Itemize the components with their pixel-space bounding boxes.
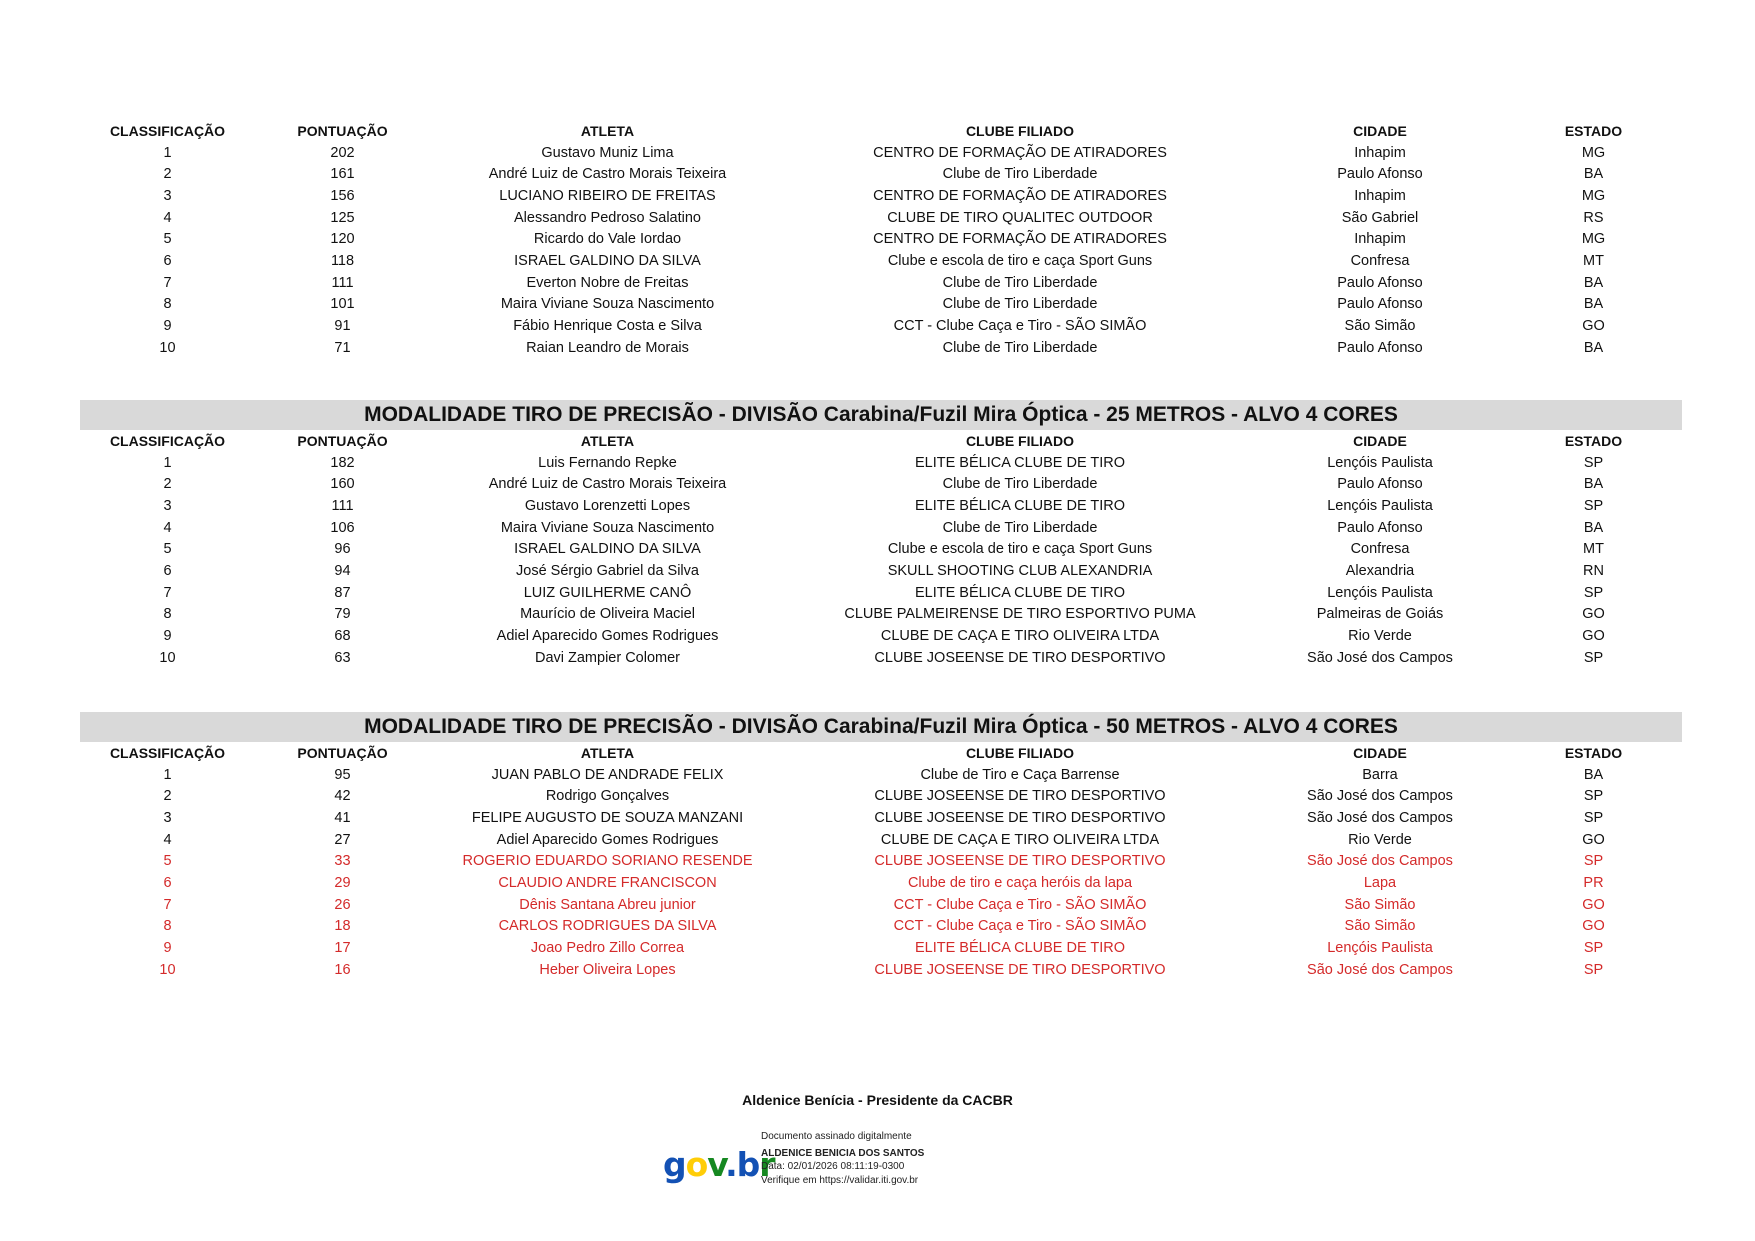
table-cell: 6 xyxy=(163,252,172,269)
table-cell: 202 xyxy=(330,144,355,161)
table-cell: Fábio Henrique Costa e Silva xyxy=(513,318,702,335)
table-cell: FELIPE AUGUSTO DE SOUZA MANZANI xyxy=(471,809,744,826)
table-cell: MG xyxy=(1581,144,1606,161)
column-header: CLASSIFICAÇÃO xyxy=(109,122,226,139)
table-cell: 79 xyxy=(334,606,351,623)
table-row xyxy=(80,850,1682,872)
results-table-1 xyxy=(80,120,1682,359)
table-cell: São Simão xyxy=(1344,918,1416,935)
table-cell: Maira Viviane Souza Nascimento xyxy=(500,296,715,313)
table-cell: 182 xyxy=(330,454,355,471)
table-row xyxy=(80,294,1682,316)
table-cell: Alessandro Pedroso Salatino xyxy=(513,209,701,226)
signer-name: Aldenice Benícia - Presidente da CACBR xyxy=(742,1092,1013,1108)
table-cell: 5 xyxy=(163,231,172,248)
table-cell: Rio Verde xyxy=(1348,628,1412,645)
table-cell: Paulo Afonso xyxy=(1337,166,1423,183)
section-2-title: MODALIDADE TIRO DE PRECISÃO - DIVISÃO Carabina/Fuzil Mira Óptica - 25 METROS - ALVO 4 CORES xyxy=(80,400,1682,430)
table-cell: 5 xyxy=(163,541,172,558)
table-cell: Gustavo Lorenzetti Lopes xyxy=(524,497,691,514)
column-header: ATLETA xyxy=(580,432,635,449)
table-row xyxy=(80,785,1682,807)
table-cell: BA xyxy=(1583,166,1604,183)
table-cell: Lençóis Paulista xyxy=(1327,497,1433,514)
table-cell: CLUBE DE CAÇA E TIRO OLIVEIRA LTDA xyxy=(880,628,1160,645)
table-cell: 87 xyxy=(334,584,351,601)
table-cell: 4 xyxy=(163,209,172,226)
table-cell: São José dos Campos xyxy=(1307,649,1453,666)
stamp-text xyxy=(761,1130,924,1187)
table-cell: André Luiz de Castro Morais Teixeira xyxy=(488,166,727,183)
table-cell: GO xyxy=(1582,318,1605,335)
table-cell: SP xyxy=(1583,497,1604,514)
table-cell: 8 xyxy=(163,296,172,313)
table-cell: 120 xyxy=(330,231,355,248)
table-cell: Clube e escola de tiro e caça Sport Guns xyxy=(887,541,1153,558)
table-cell: Adiel Aparecido Gomes Rodrigues xyxy=(496,831,719,848)
table-row xyxy=(80,959,1682,981)
table-cell: 9 xyxy=(163,628,172,645)
table-cell: Luis Fernando Repke xyxy=(538,454,677,471)
table-header-row xyxy=(80,430,1682,452)
table-cell: Lapa xyxy=(1363,874,1397,891)
table-row xyxy=(80,207,1682,229)
table-cell: 27 xyxy=(334,831,351,848)
table-cell: BA xyxy=(1583,519,1604,536)
table-cell: GO xyxy=(1582,896,1605,913)
table-cell: SP xyxy=(1583,649,1604,666)
table-cell: CLUBE JOSEENSE DE TIRO DESPORTIVO xyxy=(874,649,1166,666)
table-cell: São Simão xyxy=(1344,318,1416,335)
table-cell: RN xyxy=(1583,562,1604,579)
column-header: ESTADO xyxy=(1564,122,1623,139)
column-header: CLUBE FILIADO xyxy=(965,122,1075,139)
table-row xyxy=(80,538,1682,560)
table-row xyxy=(80,315,1682,337)
table-cell: São José dos Campos xyxy=(1307,961,1453,978)
table-cell: ELITE BÉLICA CLUBE DE TIRO xyxy=(914,940,1126,957)
table-cell: CARLOS RODRIGUES DA SILVA xyxy=(498,918,717,935)
table-cell: Ricardo do Vale Iordao xyxy=(533,231,682,248)
table-header-row xyxy=(80,742,1682,764)
table-cell: 6 xyxy=(163,874,172,891)
table-cell: Everton Nobre de Freitas xyxy=(526,274,689,291)
table-cell: 16 xyxy=(334,961,351,978)
table-cell: Dênis Santana Abreu junior xyxy=(519,896,696,913)
table-cell: 10 xyxy=(159,961,176,978)
table-cell: BA xyxy=(1583,339,1604,356)
table-cell: 8 xyxy=(163,606,172,623)
table-cell: São Gabriel xyxy=(1341,209,1419,226)
table-cell: 118 xyxy=(330,252,355,269)
table-cell: 1 xyxy=(163,144,172,161)
table-cell: BA xyxy=(1583,476,1604,493)
table-cell: BA xyxy=(1583,296,1604,313)
table-cell: 111 xyxy=(331,497,354,514)
table-row xyxy=(80,473,1682,495)
table-cell: 4 xyxy=(163,831,172,848)
table-cell: ELITE BÉLICA CLUBE DE TIRO xyxy=(914,584,1126,601)
table-row xyxy=(80,829,1682,851)
table-cell: CLUBE JOSEENSE DE TIRO DESPORTIVO xyxy=(874,809,1166,826)
table-row xyxy=(80,517,1682,539)
table-cell: SP xyxy=(1583,584,1604,601)
table-cell: JUAN PABLO DE ANDRADE FELIX xyxy=(491,766,724,783)
table-cell: 161 xyxy=(330,166,355,183)
table-cell: Clube de Tiro Liberdade xyxy=(942,519,1098,536)
table-cell: Paulo Afonso xyxy=(1337,476,1423,493)
table-cell: SP xyxy=(1583,454,1604,471)
section-2 xyxy=(80,400,1682,669)
table-cell: 68 xyxy=(334,628,351,645)
table-cell: 3 xyxy=(163,187,172,204)
column-header: ATLETA xyxy=(580,122,635,139)
table-cell: 2 xyxy=(163,476,172,493)
table-cell: BA xyxy=(1583,274,1604,291)
column-header: CLUBE FILIADO xyxy=(965,432,1075,449)
table-cell: São José dos Campos xyxy=(1307,853,1453,870)
table-cell: CENTRO DE FORMAÇÃO DE ATIRADORES xyxy=(873,144,1167,161)
table-cell: 101 xyxy=(330,296,355,313)
table-cell: ELITE BÉLICA CLUBE DE TIRO xyxy=(914,454,1126,471)
table-cell: 96 xyxy=(334,541,351,558)
table-cell: CLUBE PALMEIRENSE DE TIRO ESPORTIVO PUMA xyxy=(844,606,1196,623)
table-cell: Maira Viviane Souza Nascimento xyxy=(500,519,715,536)
table-cell: LUIZ GUILHERME CANÔ xyxy=(523,584,692,601)
table-cell: Palmeiras de Goiás xyxy=(1316,606,1444,623)
table-cell: 41 xyxy=(334,809,351,826)
table-cell: 4 xyxy=(163,519,172,536)
table-cell: 9 xyxy=(163,318,172,335)
table-cell: CENTRO DE FORMAÇÃO DE ATIRADORES xyxy=(873,231,1167,248)
table-cell: Confresa xyxy=(1350,541,1410,558)
table-cell: Clube de Tiro Liberdade xyxy=(942,296,1098,313)
table-row xyxy=(80,916,1682,938)
table-cell: GO xyxy=(1582,606,1605,623)
stamp-line: Documento assinado digitalmente xyxy=(761,1131,912,1142)
table-cell: São José dos Campos xyxy=(1307,809,1453,826)
table-cell: SP xyxy=(1583,961,1604,978)
table-row xyxy=(80,185,1682,207)
column-header: CLASSIFICAÇÃO xyxy=(109,432,226,449)
table-cell: 2 xyxy=(163,166,172,183)
column-header: PONTUAÇÃO xyxy=(297,744,388,761)
column-header: CIDADE xyxy=(1353,744,1407,761)
table-cell: Confresa xyxy=(1350,252,1410,269)
table-cell: ROGERIO EDUARDO SORIANO RESENDE xyxy=(462,853,753,870)
table-cell: Paulo Afonso xyxy=(1337,274,1423,291)
stamp-date: Data: 02/01/2026 08:11:19-0300 xyxy=(761,1161,905,1172)
table-cell: Clube de Tiro Liberdade xyxy=(942,166,1098,183)
table-cell: SP xyxy=(1583,853,1604,870)
column-header: ATLETA xyxy=(580,744,635,761)
table-cell: BA xyxy=(1583,766,1604,783)
table-cell: CCT - Clube Caça e Tiro - SÃO SIMÃO xyxy=(893,918,1147,935)
section-3-title: MODALIDADE TIRO DE PRECISÃO - DIVISÃO Carabina/Fuzil Mira Óptica - 50 METROS - ALVO 4 CORES xyxy=(80,712,1682,742)
table-cell: CLUBE JOSEENSE DE TIRO DESPORTIVO xyxy=(874,961,1166,978)
table-cell: Clube e escola de tiro e caça Sport Guns xyxy=(887,252,1153,269)
table-cell: Davi Zampier Colomer xyxy=(534,649,681,666)
table-cell: 91 xyxy=(334,318,351,335)
table-cell: 106 xyxy=(330,519,355,536)
table-cell: Raian Leandro de Morais xyxy=(526,339,689,356)
table-cell: GO xyxy=(1582,628,1605,645)
table-row xyxy=(80,647,1682,669)
table-cell: CLUBE JOSEENSE DE TIRO DESPORTIVO xyxy=(874,788,1166,805)
table-cell: 111 xyxy=(331,274,354,291)
table-cell: 6 xyxy=(163,562,172,579)
table-cell: 5 xyxy=(163,853,172,870)
table-cell: São José dos Campos xyxy=(1307,788,1453,805)
table-row xyxy=(80,142,1682,164)
table-cell: 26 xyxy=(334,896,351,913)
table-cell: MG xyxy=(1581,231,1606,248)
table-cell: Rodrigo Gonçalves xyxy=(545,788,670,805)
column-header: CLUBE FILIADO xyxy=(965,744,1075,761)
table-row xyxy=(80,337,1682,359)
column-header: CIDADE xyxy=(1353,122,1407,139)
table-row xyxy=(80,250,1682,272)
table-cell: LUCIANO RIBEIRO DE FREITAS xyxy=(499,187,716,204)
table-cell: 9 xyxy=(163,940,172,957)
table-cell: ELITE BÉLICA CLUBE DE TIRO xyxy=(914,497,1126,514)
table-row xyxy=(80,272,1682,294)
table-cell: CCT - Clube Caça e Tiro - SÃO SIMÃO xyxy=(893,896,1147,913)
table-cell: 3 xyxy=(163,809,172,826)
stamp-verify-link[interactable]: Verifique em https://validar.iti.gov.br xyxy=(761,1174,919,1186)
table-row xyxy=(80,894,1682,916)
table-cell: ISRAEL GALDINO DA SILVA xyxy=(514,252,701,269)
table-cell: 8 xyxy=(163,918,172,935)
table-cell: Clube de tiro e caça heróis da lapa xyxy=(907,874,1133,891)
results-table-3 xyxy=(80,742,1682,981)
table-cell: Lençóis Paulista xyxy=(1327,584,1433,601)
table-cell: MT xyxy=(1583,252,1604,269)
table-cell: CLUBE DE CAÇA E TIRO OLIVEIRA LTDA xyxy=(880,831,1160,848)
table-cell: Adiel Aparecido Gomes Rodrigues xyxy=(496,628,719,645)
table-cell: 3 xyxy=(163,497,172,514)
section-1 xyxy=(80,120,1682,359)
table-cell: CCT - Clube Caça e Tiro - SÃO SIMÃO xyxy=(893,318,1147,335)
table-cell: Clube de Tiro Liberdade xyxy=(942,274,1098,291)
table-cell: 95 xyxy=(334,766,351,783)
table-cell: Paulo Afonso xyxy=(1337,296,1423,313)
table-row xyxy=(80,452,1682,474)
table-cell: 42 xyxy=(334,788,351,805)
table-row xyxy=(80,582,1682,604)
table-cell: 2 xyxy=(163,788,172,805)
table-cell: 160 xyxy=(330,476,355,493)
table-cell: 10 xyxy=(159,649,176,666)
table-row xyxy=(80,807,1682,829)
table-cell: André Luiz de Castro Morais Teixeira xyxy=(488,476,727,493)
table-cell: Lençóis Paulista xyxy=(1327,940,1433,957)
govbr-logo: gov.br xyxy=(663,1145,775,1184)
table-cell: 18 xyxy=(334,918,351,935)
table-cell: Barra xyxy=(1362,766,1398,783)
table-cell: Paulo Afonso xyxy=(1337,519,1423,536)
table-cell: 71 xyxy=(334,339,351,356)
table-cell: 1 xyxy=(163,766,172,783)
digital-signature-stamp xyxy=(663,1130,993,1200)
table-cell: Lençóis Paulista xyxy=(1327,454,1433,471)
table-cell: GO xyxy=(1582,918,1605,935)
table-row xyxy=(80,604,1682,626)
table-row xyxy=(80,937,1682,959)
column-header: CLASSIFICAÇÃO xyxy=(109,744,226,761)
table-cell: Inhapim xyxy=(1354,144,1406,161)
table-cell: 125 xyxy=(330,209,355,226)
table-cell: MT xyxy=(1583,541,1604,558)
table-cell: GO xyxy=(1582,831,1605,848)
section-3 xyxy=(80,712,1682,981)
table-row xyxy=(80,163,1682,185)
table-row xyxy=(80,625,1682,647)
stamp-signer-name: ALDENICE BENICIA DOS SANTOS xyxy=(761,1147,925,1159)
column-header: ESTADO xyxy=(1564,744,1623,761)
table-cell: 63 xyxy=(334,649,351,666)
table-cell: Rio Verde xyxy=(1348,831,1412,848)
table-row xyxy=(80,560,1682,582)
table-cell: Heber Oliveira Lopes xyxy=(539,961,676,978)
table-cell: CENTRO DE FORMAÇÃO DE ATIRADORES xyxy=(873,187,1167,204)
table-row xyxy=(80,495,1682,517)
table-cell: 156 xyxy=(330,187,355,204)
column-header: PONTUAÇÃO xyxy=(297,432,388,449)
table-row xyxy=(80,764,1682,786)
table-cell: 33 xyxy=(334,853,351,870)
table-cell: Joao Pedro Zillo Correa xyxy=(530,940,685,957)
table-cell: 17 xyxy=(334,940,351,957)
table-cell: SP xyxy=(1583,788,1604,805)
table-cell: Alexandria xyxy=(1345,562,1415,579)
table-cell: Inhapim xyxy=(1354,231,1406,248)
table-cell: PR xyxy=(1583,874,1604,891)
table-cell: CLUBE DE TIRO QUALITEC OUTDOOR xyxy=(887,209,1153,226)
column-header: CIDADE xyxy=(1353,432,1407,449)
table-cell: José Sérgio Gabriel da Silva xyxy=(516,562,699,579)
table-cell: ISRAEL GALDINO DA SILVA xyxy=(514,541,701,558)
table-cell: CLUBE JOSEENSE DE TIRO DESPORTIVO xyxy=(874,853,1166,870)
table-cell: RS xyxy=(1583,209,1604,226)
table-cell: Paulo Afonso xyxy=(1337,339,1423,356)
table-row xyxy=(80,228,1682,250)
table-cell: Clube de Tiro Liberdade xyxy=(942,476,1098,493)
table-cell: 10 xyxy=(159,339,176,356)
column-header: PONTUAÇÃO xyxy=(297,122,388,139)
table-row xyxy=(80,872,1682,894)
table-cell: 29 xyxy=(334,874,351,891)
table-cell: 7 xyxy=(163,274,172,291)
table-cell: Inhapim xyxy=(1354,187,1406,204)
table-cell: CLAUDIO ANDRE FRANCISCON xyxy=(498,874,717,891)
table-cell: SP xyxy=(1583,940,1604,957)
table-header-row xyxy=(80,120,1682,142)
results-table-2 xyxy=(80,430,1682,669)
table-cell: SP xyxy=(1583,809,1604,826)
table-cell: Maurício de Oliveira Maciel xyxy=(520,606,695,623)
table-cell: SKULL SHOOTING CLUB ALEXANDRIA xyxy=(887,562,1153,579)
table-cell: 7 xyxy=(163,584,172,601)
table-cell: 1 xyxy=(163,454,172,471)
table-cell: MG xyxy=(1581,187,1606,204)
table-cell: São Simão xyxy=(1344,896,1416,913)
column-header: ESTADO xyxy=(1564,432,1623,449)
table-cell: 94 xyxy=(334,562,351,579)
table-cell: Clube de Tiro e Caça Barrense xyxy=(920,766,1120,783)
table-cell: Clube de Tiro Liberdade xyxy=(942,339,1098,356)
table-cell: 7 xyxy=(163,896,172,913)
table-cell: Gustavo Muniz Lima xyxy=(541,144,674,161)
